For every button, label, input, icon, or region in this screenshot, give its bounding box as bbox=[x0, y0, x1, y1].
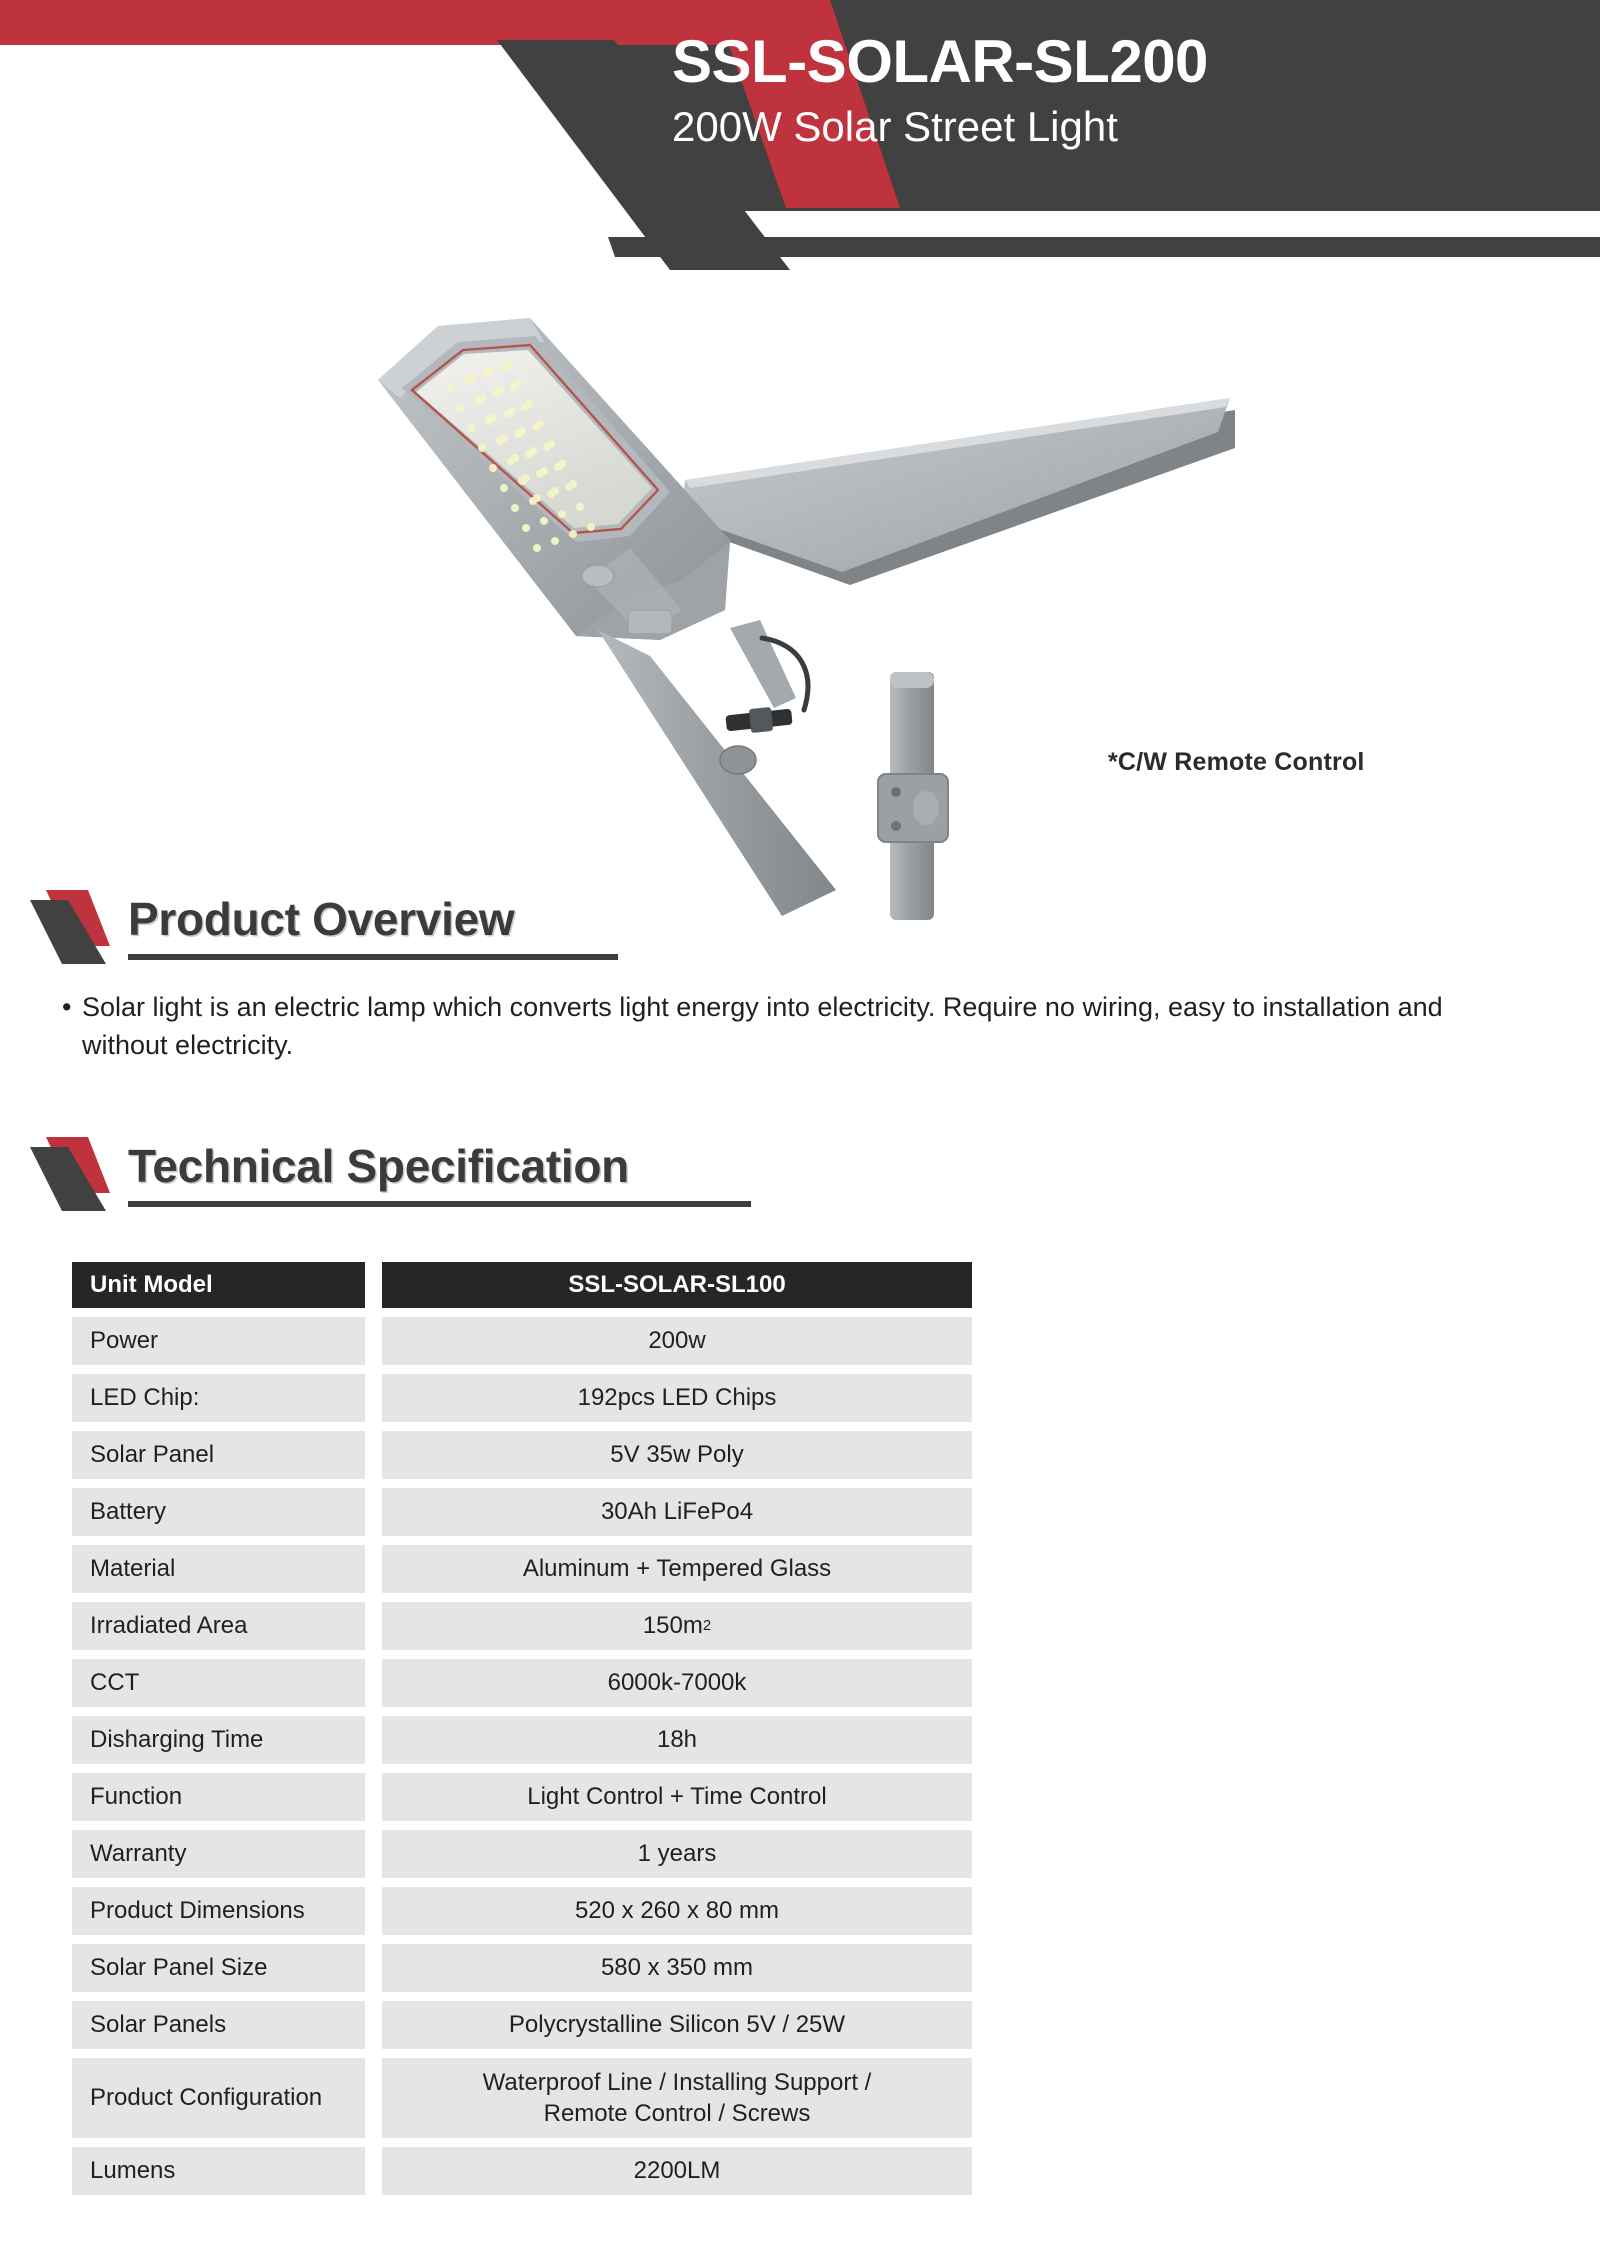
spec-value: 18h bbox=[382, 1716, 972, 1764]
table-row bbox=[72, 1659, 972, 1707]
remote-control-note: *C/W Remote Control bbox=[1108, 748, 1365, 776]
spec-value: 1 years bbox=[382, 1830, 972, 1878]
clamp-bolt-top bbox=[891, 787, 901, 797]
spec-label: Lumens bbox=[72, 2147, 365, 2195]
spec-label: Solar Panel Size bbox=[72, 1944, 365, 1992]
solar-panel-group bbox=[682, 398, 1235, 585]
spec-label: Material bbox=[72, 1545, 365, 1593]
mount-arm bbox=[598, 630, 836, 916]
spec-label: CCT bbox=[72, 1659, 365, 1707]
technical-specification-table bbox=[72, 1262, 972, 2204]
table-row bbox=[72, 1944, 972, 1992]
spec-label: Irradiated Area bbox=[72, 1602, 365, 1650]
spec-label: Power bbox=[72, 1317, 365, 1365]
spec-label: Function bbox=[72, 1773, 365, 1821]
section-chevron-icon bbox=[24, 890, 124, 968]
spec-label: Battery bbox=[72, 1488, 365, 1536]
spec-label: Solar Panel bbox=[72, 1431, 365, 1479]
section-chevron-icon bbox=[24, 1137, 124, 1215]
spec-value: 30Ah LiFePo4 bbox=[382, 1488, 972, 1536]
spec-value bbox=[382, 2058, 972, 2138]
table-row bbox=[72, 1773, 972, 1821]
spec-label: LED Chip: bbox=[72, 1374, 365, 1422]
cable-connector-body bbox=[749, 707, 773, 733]
table-row bbox=[72, 1488, 972, 1536]
product-image bbox=[330, 280, 1250, 920]
spec-value: 200w bbox=[382, 1317, 972, 1365]
panel-support-strut bbox=[730, 620, 796, 708]
section-underline bbox=[128, 954, 618, 960]
bullet-dot-icon: • bbox=[62, 992, 72, 1022]
spec-value: 6000k-7000k bbox=[382, 1659, 972, 1707]
solar-street-light-illustration bbox=[330, 280, 1250, 920]
lamp-sensor bbox=[582, 565, 614, 587]
spec-value: Aluminum + Tempered Glass bbox=[382, 1545, 972, 1593]
section-underline bbox=[128, 1201, 751, 1207]
overview-bullet-item bbox=[62, 988, 1532, 1065]
spec-value: Light Control + Time Control bbox=[382, 1773, 972, 1821]
spec-value: 5V 35w Poly bbox=[382, 1431, 972, 1479]
table-row bbox=[72, 1317, 972, 1365]
table-header-key: Unit Model bbox=[72, 1262, 365, 1308]
spec-value-multiline: Waterproof Line / Installing Support / Remote Control / Screws bbox=[482, 2068, 872, 2127]
table-row bbox=[72, 1431, 972, 1479]
table-header-value: SSL-SOLAR-SL100 bbox=[382, 1262, 972, 1308]
pole-cap bbox=[890, 672, 934, 688]
table-row bbox=[72, 2058, 972, 2138]
header-text-block bbox=[672, 30, 1572, 151]
spec-label: Product Configuration bbox=[72, 2058, 365, 2138]
product-model-title: SSL-SOLAR-SL200 bbox=[672, 28, 1208, 95]
page-header-banner bbox=[0, 0, 1600, 270]
table-row bbox=[72, 1374, 972, 1422]
spec-label: Warranty bbox=[72, 1830, 365, 1878]
spec-value: Polycrystalline Silicon 5V / 25W bbox=[382, 2001, 972, 2049]
product-subtitle: 200W Solar Street Light bbox=[672, 103, 1118, 150]
spec-value: 150m 2 bbox=[382, 1602, 972, 1650]
spec-label: Disharging Time bbox=[72, 1716, 365, 1764]
section-title-text: Technical Specification bbox=[128, 1140, 629, 1192]
spec-value: 580 x 350 mm bbox=[382, 1944, 972, 1992]
clamp-bolt-bottom bbox=[891, 821, 901, 831]
lamp-head-group bbox=[378, 318, 730, 640]
superscript-two: 2 bbox=[702, 1618, 712, 1634]
table-row bbox=[72, 1716, 972, 1764]
table-row bbox=[72, 2147, 972, 2195]
spec-value: 520 x 260 x 80 mm bbox=[382, 1887, 972, 1935]
section-title-text: Product Overview bbox=[128, 893, 515, 945]
spec-value: 192pcs LED Chips bbox=[382, 1374, 972, 1422]
arm-pivot bbox=[720, 746, 756, 774]
spec-value: 2200LM bbox=[382, 2147, 972, 2195]
lamp-label-plate bbox=[628, 610, 672, 634]
clamp-knob bbox=[913, 791, 939, 825]
mount-bracket-group bbox=[725, 620, 808, 733]
header-lower-bar bbox=[608, 237, 1600, 257]
table-header-row bbox=[72, 1262, 972, 1308]
spec-label: Solar Panels bbox=[72, 2001, 365, 2049]
table-row bbox=[72, 2001, 972, 2049]
product-overview-body bbox=[62, 988, 1532, 1065]
table-row bbox=[72, 1545, 972, 1593]
table-row bbox=[72, 1602, 972, 1650]
table-row bbox=[72, 1887, 972, 1935]
overview-bullet-text: Solar light is an electric lamp which converts light energy into electricity. Require no wiring, easy to installation and without electricity. bbox=[82, 992, 1443, 1061]
spec-label: Product Dimensions bbox=[72, 1887, 365, 1935]
table-row bbox=[72, 1830, 972, 1878]
